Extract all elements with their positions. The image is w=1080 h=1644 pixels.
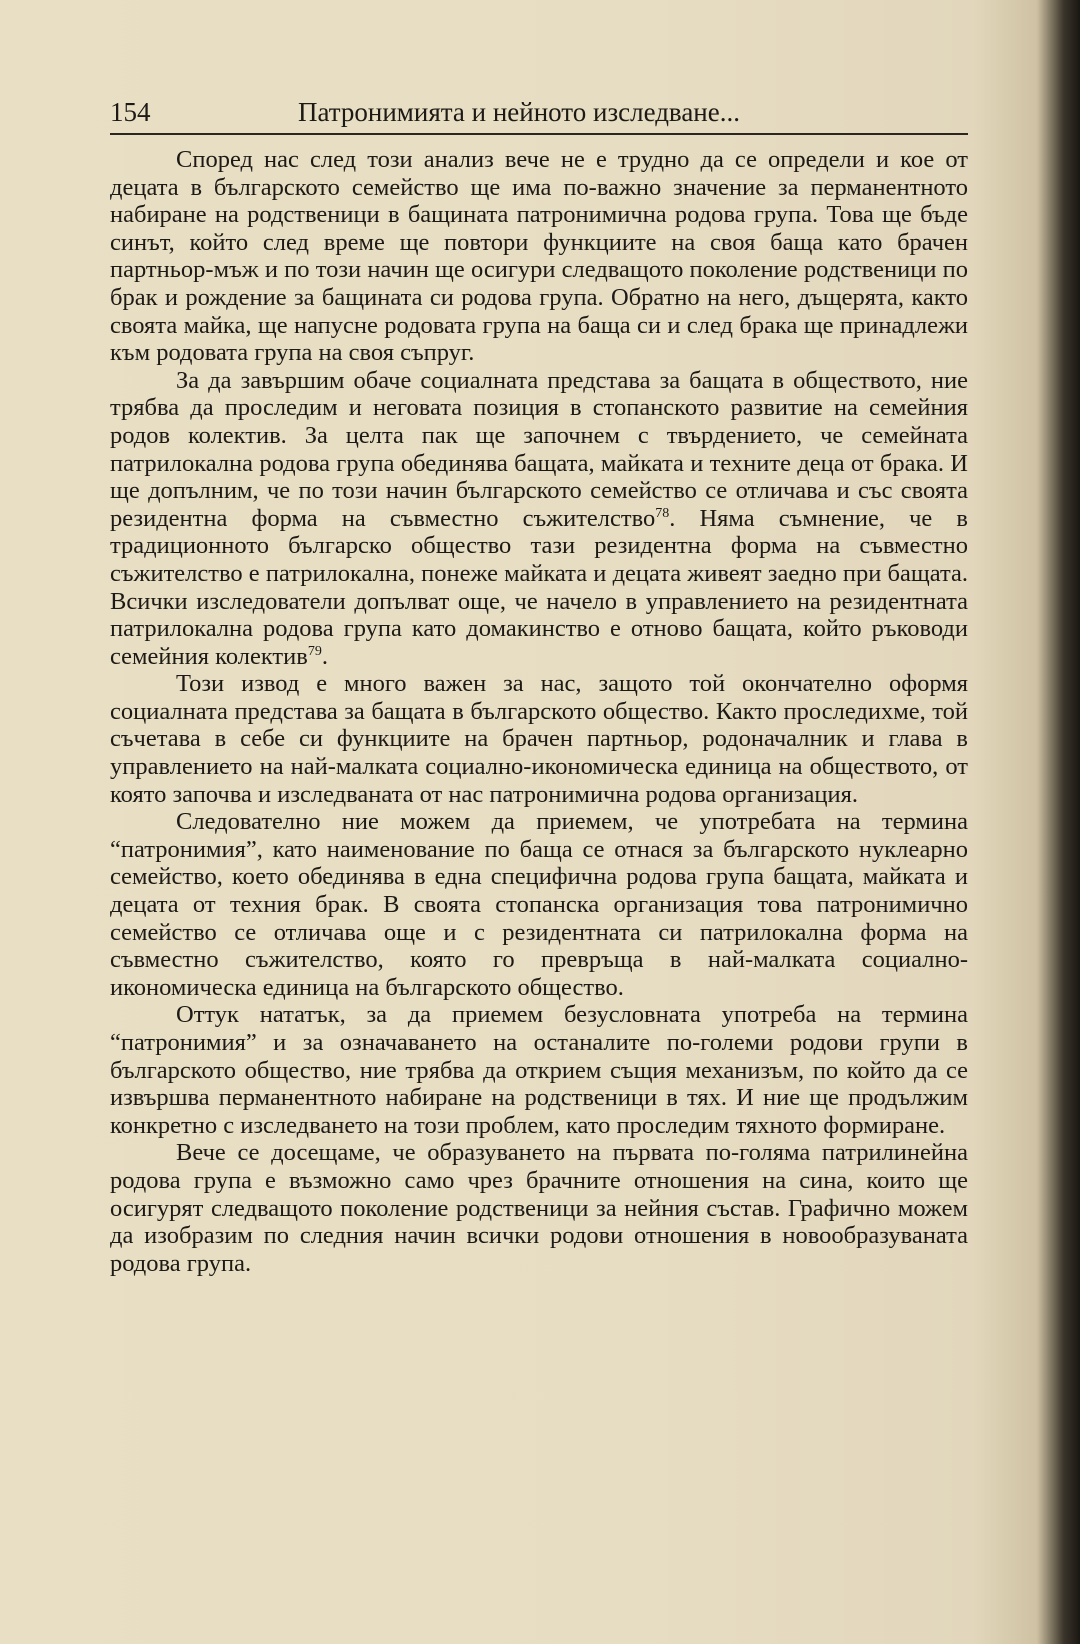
paragraph-6: Вече се досещаме, че образуването на първата по-голяма патрилинейна родова група е възможно само чрез брачните отношения на сина, които ще осигурят следващото поколение родственици за нейния състав. Графично можем да изобразим по следния начин всички родови отношения в новообразуваната родова група. bbox=[110, 1139, 968, 1277]
paragraph-4: Следователно ние можем да приемем, че употребата на термина “патронимия”, като наименование по баща се отнася за българското нуклеарно семейство, което обединява в една специфична родова група бащата, майката и децата от техния брак. В своята стопанска организация това патронимично семейство се отличава още и с резидентната си патрилокална форма на съвместно съжителство, която го превръща в най-малката социално-икономическа единица на българското общество. bbox=[110, 808, 968, 1001]
paragraph-3: Този извод е много важен за нас, защото той окончателно оформя социалната представа за бащата в българското общество. Както проследихме, той съчетава в себе си функциите на брачен партньор, родоначалник и глава в управлението на най-малката социално-икономическа единица на обществото, от която започва и изследваната от нас патронимична родова организация. bbox=[110, 670, 968, 808]
footnote-ref-78: 78 bbox=[655, 505, 670, 521]
page-header bbox=[110, 95, 968, 135]
paragraph-2-part-a: За да завършим обаче социалната представа за бащата в обществото, ние трябва да проследим и неговата позиция в стопанското развитие на семейния родов колектив. За целта пак ще започнем с твърдението, че семейната патрилокална родова група обединява бащата, майката и техните деца от брака. И ще допълним, че по този начин българското семейство се отличава и със своята резидентна форма на съвместно съжителство bbox=[110, 366, 968, 532]
paragraph-5: Оттук нататък, за да приемем безусловната употреба на термина “патронимия” и за означаването на останалите по-големи родови групи в българското общество, ние трябва да открием същия механизъм, по който да се извършва перманентното набиране на родственици в тях. И ние ще продължим конкретно с изследването на този проблем, като проследим тяхното формиране. bbox=[110, 1001, 968, 1139]
page-number: 154 bbox=[110, 97, 151, 127]
paragraph-2-part-b: . Няма съмнение, че в традиционното българско общество тази резидентна форма на съвместно съжителство е патрилокална, понеже майката и децата живеят заедно при бащата. Всички изследователи допълват още, че начело в управлението на резидентната патрилокална родова група като домакинство е отново бащата, който ръководи семейния колектив bbox=[110, 504, 968, 670]
paragraph-1: Според нас след този анализ вече не е трудно да се определи и кое от децата в българското семейство ще има по-важно значение за перманентното набиране на родственици в бащината патронимична родова група. Това ще бъде синът, който след време ще повтори функциите на своя баща като брачен партньор-мъж и по този начин ще осигури следващото поколение родственици по брак и рождение за бащината си родова група. Обратно на него, дъщерята, както своята майка, ще напусне родовата група на баща си и след брака ще принадлежи към родовата група на своя съпруг. bbox=[110, 146, 968, 367]
footnote-ref-79: 79 bbox=[307, 643, 322, 659]
body-text bbox=[110, 146, 968, 1277]
paragraph-2 bbox=[110, 367, 968, 671]
paragraph-2-part-c: . bbox=[321, 642, 328, 670]
running-title: Патронимията и нейното изследване... bbox=[298, 97, 740, 127]
